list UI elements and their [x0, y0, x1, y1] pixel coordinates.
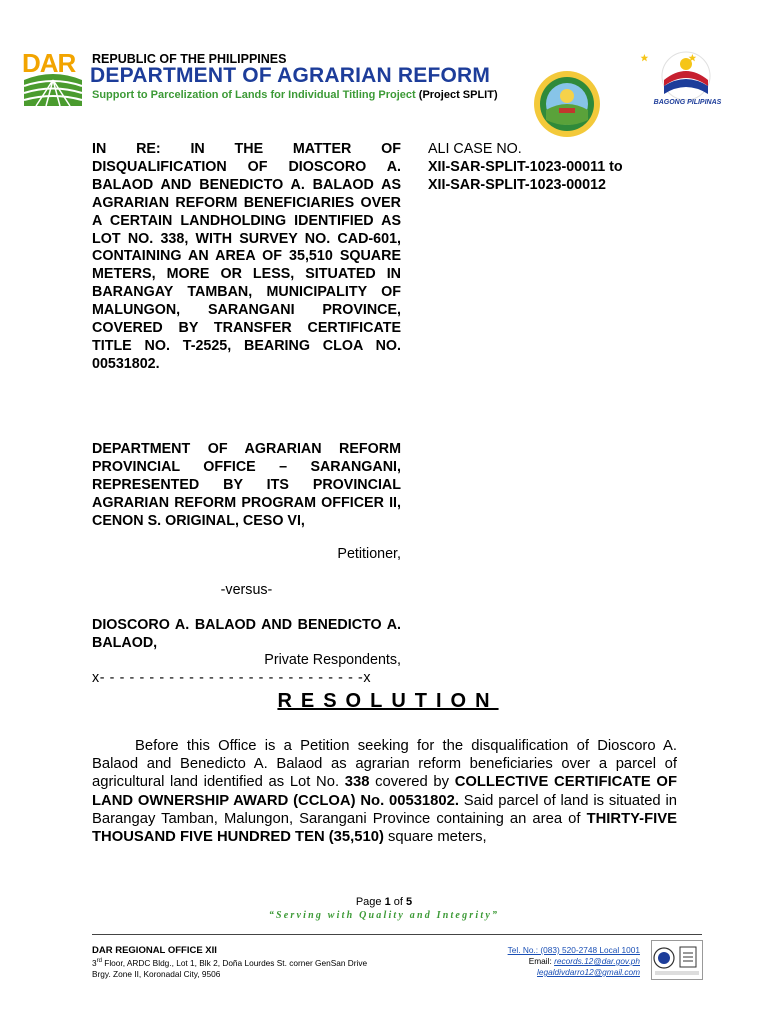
- case-caption-matter: IN RE: IN THE MATTER OF DISQUALIFICATION OF DIOSCORO A. BALAOD AND BENEDICTO A. BALAOD AS AGRARIAN REFORM BENEFICIARIES OVER A CERTAIN LANDHOLDING IDENTIFIED AS LOT NO. 338, WITH SURVEY NO. CAD-601, CONTAINING AN AREA OF 35,510 SQUARE METERS, MORE OR LESS, SITUATED IN BARANGAY TAMBAN, MUNICIPALITY OF MALUNGON, SARANGANI PROVINCE, COVERED BY TRANSFER CERTIFICATE TITLE NO. T-2525, BEARING CLOA NO. 00531802.: [92, 141, 401, 372]
- dar-logo: [22, 46, 84, 108]
- dar-logo-text: DAR: [22, 48, 76, 78]
- bagong-pilipinas-text: BAGONG PILIPINAS: [653, 99, 722, 106]
- footer-email-link-1[interactable]: records.12@dar.gov.ph: [554, 956, 640, 966]
- department-name: DEPARTMENT OF AGRARIAN REFORM: [90, 64, 491, 87]
- caption-closing-line: x- - - - - - - - - - - - - - - - - - - - - - - - - - -x: [92, 670, 372, 686]
- body-text-2: covered by: [369, 774, 455, 791]
- project-subtitle-tag: (Project SPLIT): [415, 89, 498, 101]
- footer-address-rest: Floor, ARDC Bldg., Lot 1, Blk 2, Doña Lourdes St. corner GenSan Drive: [101, 958, 368, 968]
- land-area: THIRTY-FIVE THOUSAND FIVE HUNDRED TEN (35,510): [92, 810, 677, 846]
- page-current: 1: [384, 896, 391, 908]
- footer-floor-number: 3: [92, 958, 97, 968]
- footer-office-name: DAR REGIONAL OFFICE XII: [92, 945, 217, 956]
- footer-divider: [92, 934, 702, 935]
- ccloa-reference: COLLECTIVE CERTIFICATE OF LAND OWNERSHIP AWARD (CCLOA) No. 00531802.: [92, 774, 677, 809]
- case-number-1: XII-SAR-SPLIT-1023-00011 to: [428, 159, 623, 175]
- footer-address-line-1: [92, 958, 367, 968]
- petitioner-name: DEPARTMENT OF AGRARIAN REFORM PROVINCIAL OFFICE – SARANGANI, REPRESENTED BY ITS PROVINCIAL AGRARIAN REFORM PROGRAM OFFICER II, CENON S. ORIGINAL, CESO VI,: [92, 441, 401, 529]
- petitioner-label: Petitioner,: [337, 546, 401, 562]
- resolution-title: RESOLUTION: [277, 690, 499, 712]
- footer-email-link-2[interactable]: legaldivdarro12@gmail.com: [537, 967, 640, 977]
- page-total: 5: [406, 896, 413, 908]
- body-text-3: Said parcel of land is situated in Barangay Tamban, Malungon, Sarangani Province containing an area of: [92, 792, 677, 827]
- body-paragraph: [92, 737, 677, 846]
- footer-address-line-2: Brgy. Zone II, Koronadal City, 9506: [92, 969, 221, 979]
- body-text-1: Before this Office is a Petition seeking for the disqualification of Dioscoro A. Balaod and Benedicto A. Balaod as agrarian reform beneficiaries over a parcel of agricultural land identified as Lot No.: [92, 738, 677, 791]
- certification-badges: [651, 940, 703, 980]
- split-seal-graphic: [533, 70, 601, 138]
- footer-telephone-link[interactable]: Tel. No.: (083) 520-2748 Local 1001: [507, 945, 640, 955]
- respondents-label: Private Respondents,: [264, 652, 401, 668]
- respondents-name: DIOSCORO A. BALAOD AND BENEDICTO A. BALAOD,: [92, 617, 401, 651]
- page-prefix: Page: [355, 896, 385, 908]
- page-of: of: [390, 896, 407, 908]
- project-subtitle: [92, 89, 498, 101]
- body-text-4: square meters,: [383, 829, 487, 846]
- case-number-2: XII-SAR-SPLIT-1023-00012: [428, 177, 606, 193]
- case-number-label: ALI CASE NO.: [428, 141, 522, 157]
- republic-line: REPUBLIC OF THE PHILIPPINES: [92, 52, 287, 66]
- versus-label: -versus-: [220, 582, 273, 598]
- page-number: [0, 896, 768, 908]
- project-subtitle-main: Support to Parcelization of Lands for Individual Titling Project: [92, 89, 416, 101]
- split-seal-logo: [533, 70, 601, 138]
- footer-floor-suffix: rd: [96, 958, 102, 965]
- footer-email-line: [529, 956, 640, 966]
- lot-number: 338: [344, 774, 370, 791]
- motto: “Serving with Quality and Integrity”: [268, 910, 500, 921]
- iso-badge-graphic: [651, 940, 703, 980]
- footer-email-label: Email:: [528, 956, 555, 966]
